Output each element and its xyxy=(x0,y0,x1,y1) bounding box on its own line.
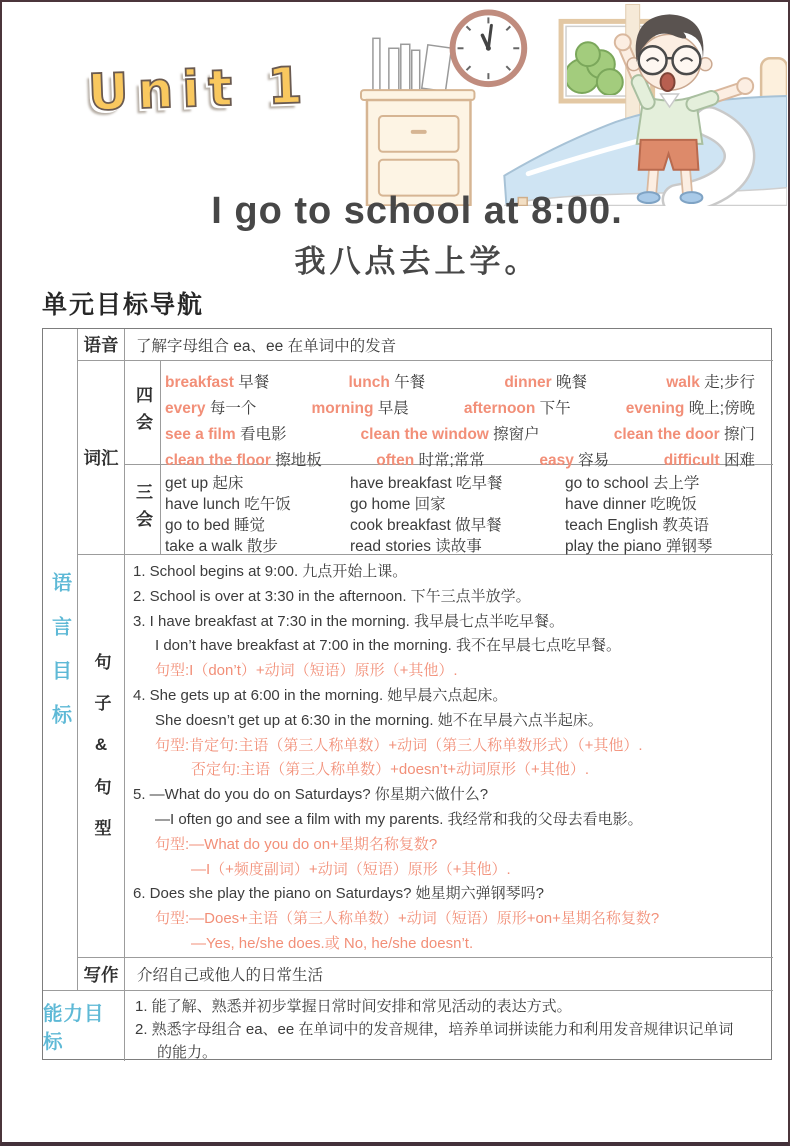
phrase-item: go home 回家 xyxy=(350,496,446,513)
phrase-item: teach English 教英语 xyxy=(565,517,709,534)
word-item: often 时常;常常 xyxy=(376,452,485,469)
writing-content: 介绍自己或他人的日常生活 xyxy=(125,958,773,991)
four-skills-label: 四会 xyxy=(125,361,161,465)
phrase-item: cook breakfast 做早餐 xyxy=(350,517,502,534)
pattern-line: 否定句:主语（第三人称单数）+doesn’t+动词原形（+其他）. xyxy=(191,761,589,779)
writing-label: 写作 xyxy=(78,958,125,991)
word-item: easy 容易 xyxy=(539,452,610,469)
unit-title-english: I go to school at 8:00. xyxy=(211,190,623,232)
language-goal-label: 语言目标 xyxy=(43,329,78,991)
word-line xyxy=(165,394,755,420)
phrase-item: get up 起床 xyxy=(165,475,244,492)
word-item: breakfast 早餐 xyxy=(165,374,270,391)
unit-badge: Unit 1 xyxy=(87,56,313,122)
section-heading: 单元目标导航 xyxy=(42,291,205,319)
sentence-line: 2. School is over at 3:30 in the afternoon. 下午三点半放学。 xyxy=(133,587,531,605)
word-line xyxy=(165,368,755,394)
three-skills-label: 三会 xyxy=(125,465,161,555)
pattern-line: —I（+频度副词）+动词（短语）原形（+其他）. xyxy=(191,860,511,878)
sentences-content xyxy=(125,555,773,958)
word-item: clean the door 擦门 xyxy=(613,426,755,443)
sentence-line: She doesn’t get up at 6:30 in the morning. 她不在早晨六点半起床。 xyxy=(155,711,603,729)
word-item: clean the window 擦窗户 xyxy=(360,426,540,443)
word-item: afternoon 下午 xyxy=(463,400,571,417)
phonetics-label: 语音 xyxy=(78,329,125,361)
phrase-item: have lunch 吃午饭 xyxy=(165,496,291,513)
phrase-item: go to school 去上学 xyxy=(565,475,700,492)
word-line xyxy=(165,420,755,446)
ability-goal-label: 能力目标 xyxy=(43,991,125,1061)
word-item: lunch 午餐 xyxy=(348,374,426,391)
phrase-item: play the piano 弹钢琴 xyxy=(565,538,713,555)
four-skills-words xyxy=(161,361,773,469)
sentence-line: 3. I have breakfast at 7:30 in the morning. 我早晨七点半吃早餐。 xyxy=(133,612,565,630)
bedroom-illustration xyxy=(359,4,787,206)
word-item: evening 晚上;傍晚 xyxy=(625,400,755,417)
vocabulary-label: 词汇 xyxy=(78,361,125,555)
sentences-label: 句子&句型 xyxy=(78,555,125,958)
sentence-line: 4. She gets up at 6:00 in the morning. 她早晨六点起床。 xyxy=(133,686,508,704)
phrase-item: go to bed 睡觉 xyxy=(165,517,265,534)
unit-goals-table xyxy=(42,328,772,1060)
sentence-line: 1. School begins at 9:00. 九点开始上课。 xyxy=(133,563,408,580)
word-item: clean the floor 擦地板 xyxy=(165,452,322,469)
ability-goal-content xyxy=(125,991,773,1061)
pattern-line: 句型:—Does+主语（第三人称单数）+动词（短语）原形+on+星期名称复数? xyxy=(155,910,660,928)
sentence-line: I don’t have breakfast at 7:00 in the morning. 我不在早晨七点吃早餐。 xyxy=(155,637,622,655)
word-item: every 每一个 xyxy=(165,400,257,417)
sentence-line: 6. Does she play the piano on Saturdays? 她星期六弹钢琴吗? xyxy=(133,885,545,903)
pattern-line: 句型:I（don’t）+动词（短语）原形（+其他）. xyxy=(155,662,458,680)
unit-title-chinese: 我八点去上学。 xyxy=(294,244,540,279)
pattern-line: 句型:—What do you do on+星期名称复数? xyxy=(155,835,438,853)
sentence-line: —I often go and see a film with my parents. 我经常和我的父母去看电影。 xyxy=(155,810,643,828)
phrase-grid xyxy=(165,471,773,555)
pattern-line: —Yes, he/she does.或 No, he/she doesn’t. xyxy=(191,934,474,952)
word-item: morning 早晨 xyxy=(311,400,409,417)
pattern-line: 句型:肯定句:主语（第三人称单数）+动词（第三人称单数形式）（+其他）. xyxy=(155,736,643,754)
ability-item: 2. 熟悉字母组合 ea、ee 在单词中的发音规律，培养单词拼读能力和利用发音规律识记单词的能力。 xyxy=(135,1021,734,1061)
clock-icon xyxy=(453,12,525,84)
phrase-item: have breakfast 吃早餐 xyxy=(350,475,503,492)
word-item: walk 走;步行 xyxy=(666,374,755,391)
ability-item: 1. 能了解、熟悉并初步掌握日常时间安排和常见活动的表达方式。 xyxy=(135,998,572,1015)
phrase-item: have dinner 吃晚饭 xyxy=(565,496,697,513)
word-item: difficult 困难 xyxy=(663,452,755,469)
phrase-item: read stories 读故事 xyxy=(350,538,482,555)
sentence-line: 5. —What do you do on Saturdays? 你星期六做什么? xyxy=(133,786,489,804)
three-skills-words xyxy=(161,465,773,555)
word-item: dinner 晚餐 xyxy=(504,374,588,391)
phonetics-content: 了解字母组合 ea、ee 在单词中的发音 xyxy=(125,329,773,361)
phrase-item: take a walk 散步 xyxy=(165,538,278,555)
word-item: see a film 看电影 xyxy=(165,426,287,443)
